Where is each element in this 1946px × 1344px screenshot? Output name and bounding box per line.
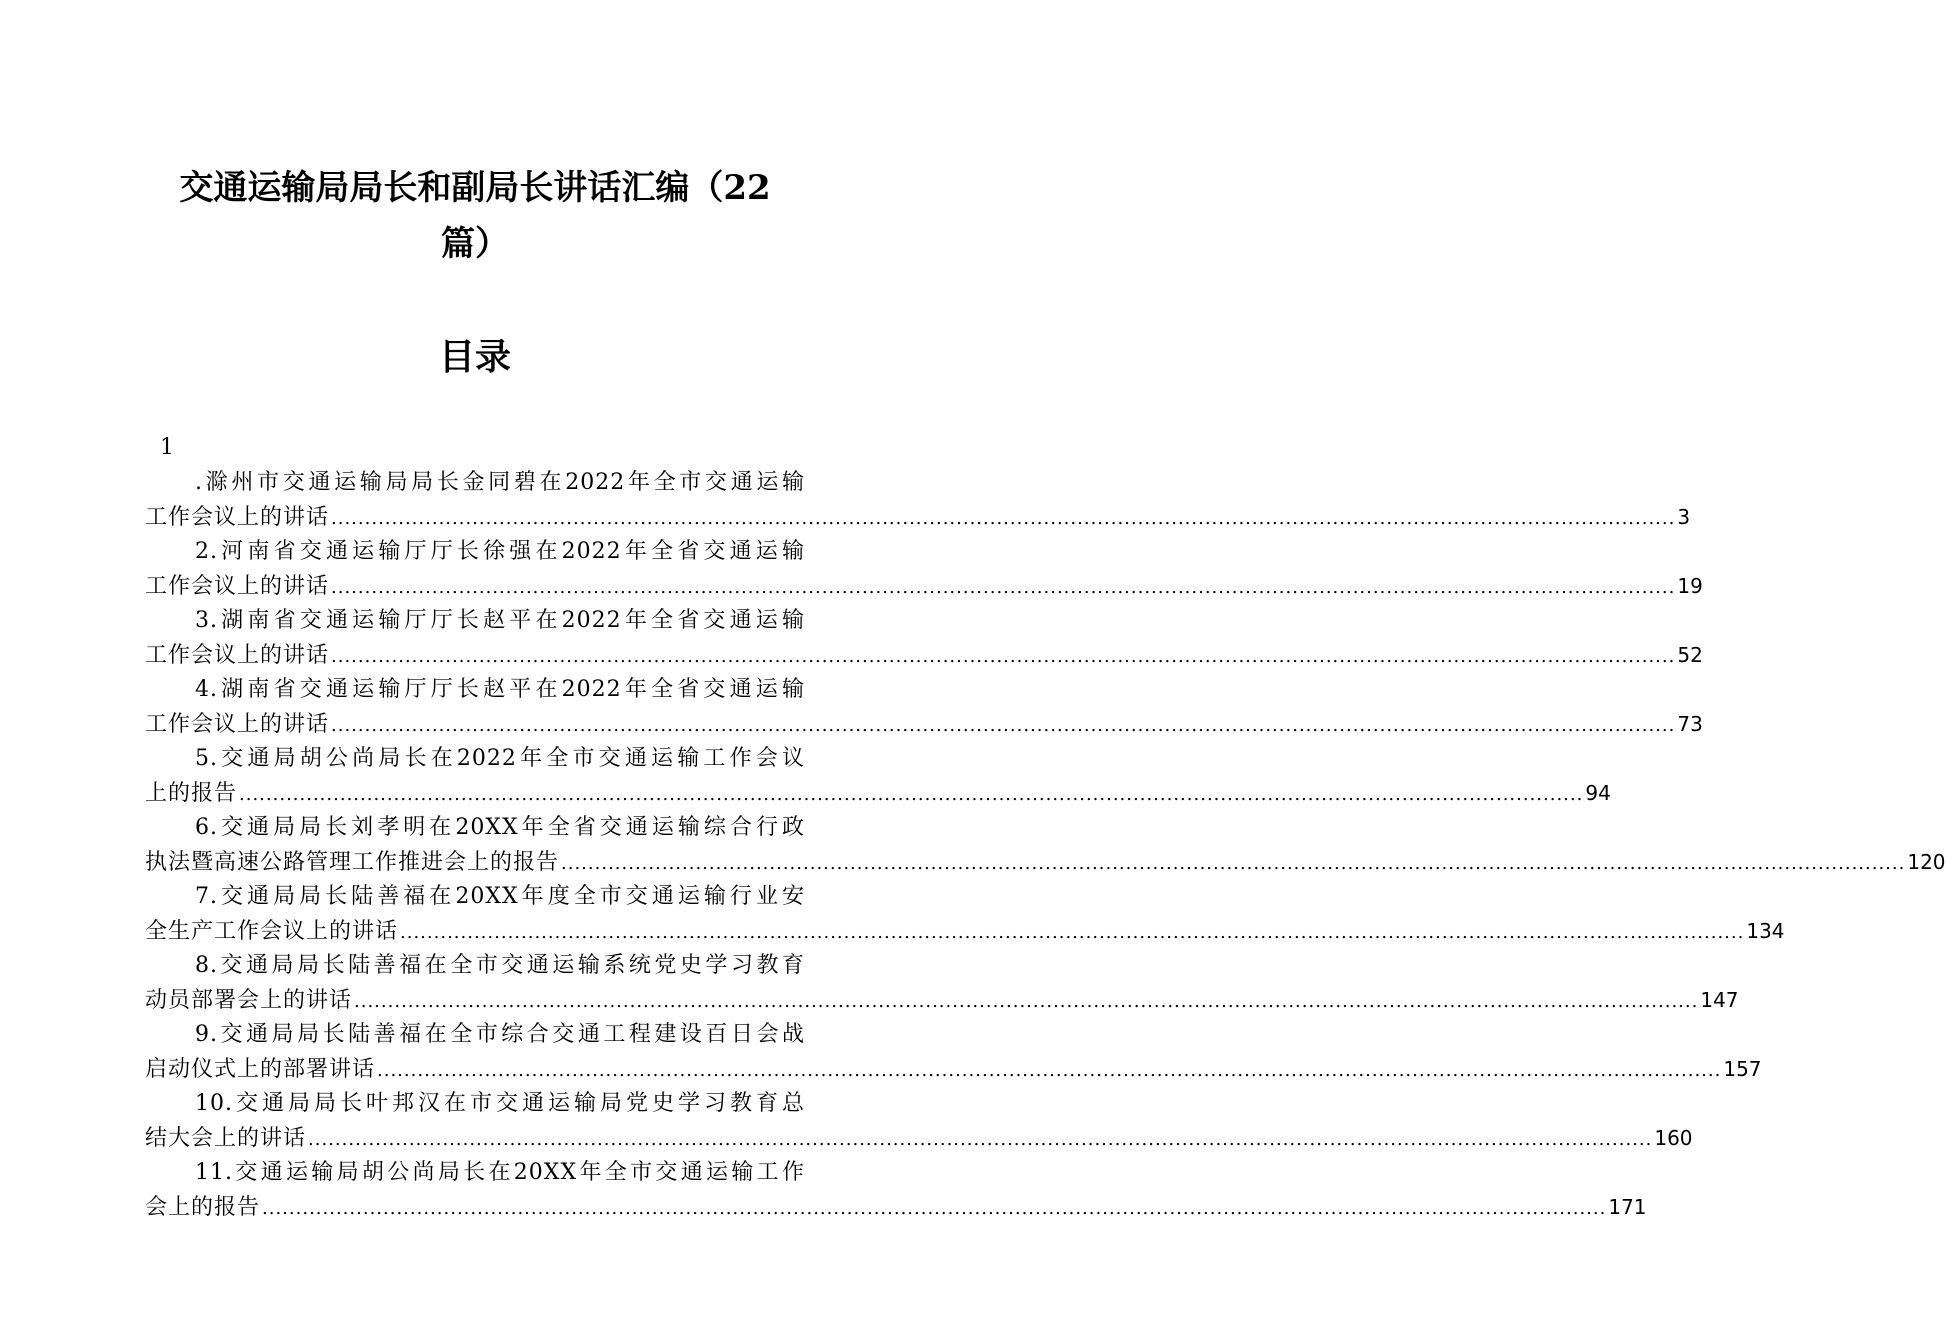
toc-entry[interactable] [145,673,1703,742]
toc-entry-title-continuation: 全生产工作会议上的讲话 [145,919,399,944]
toc-entry-title-line-1: 2.河南省交通运输厅厅长徐强在2022年全省交通运输 [195,539,805,564]
document-title [145,160,805,272]
toc-page-number: 19 [1677,574,1703,598]
toc-page-number: 73 [1677,712,1703,736]
toc-entry-title-line-2 [145,1052,1762,1087]
toc-entry[interactable] [145,1018,1762,1087]
toc-page-number: 120 [1907,850,1946,874]
toc-dot-leader: ........................................................................................................................................................................................................ [561,853,1906,874]
toc-entry-title-continuation: 结大会上的讲话 [145,1126,307,1151]
toc-page-number: 3 [1677,505,1691,529]
document-title-line-2: 篇） [441,224,509,264]
stray-number: 1 [160,435,174,460]
toc-page-number: 160 [1654,1126,1693,1150]
toc-entry-title-line-2 [145,776,1611,811]
toc-dot-leader: ........................................................................................................................................................................................................ [400,922,1745,943]
toc-page-number: 147 [1700,988,1739,1012]
toc-dot-leader: ........................................................................................................................................................................................................ [354,991,1699,1012]
toc-entry-title-line-2 [145,914,1785,949]
toc-entry-title-line-2 [145,707,1703,742]
toc-entry-title-continuation: 工作会议上的讲话 [145,643,330,668]
toc-entry[interactable] [145,535,1703,604]
toc-dot-leader: ........................................................................................................................................................................................................ [331,646,1676,667]
toc-entry-title-line-1: 8.交通局局长陆善福在全市交通运输系统党史学习教育 [195,953,805,978]
toc-entry[interactable] [145,1156,1647,1225]
toc-entry-title-line-1: 7.交通局局长陆善福在20XX年度全市交通运输行业安 [195,884,805,909]
toc-entry-title-continuation: 工作会议上的讲话 [145,574,330,599]
toc-dot-leader: ........................................................................................................................................................................................................ [308,1129,1653,1150]
toc-entry-title-line-1: 3.湖南省交通运输厅厅长赵平在2022年全省交通运输 [195,608,805,633]
toc-page-number: 94 [1585,781,1611,805]
toc-entry[interactable] [145,949,1739,1018]
toc-dot-leader: ........................................................................................................................................................................................................ [262,1198,1607,1219]
toc-page-number: 171 [1608,1195,1647,1219]
toc-dot-leader: ........................................................................................................................................................................................................ [331,508,1676,529]
toc-entry-title-line-2 [145,983,1739,1018]
toc-entry-title-line-1: 4.湖南省交通运输厅厅长赵平在2022年全省交通运输 [195,677,805,702]
toc-entry-title-continuation: 工作会议上的讲话 [145,712,330,737]
toc-entry[interactable] [145,1087,1693,1156]
toc-entry[interactable] [145,880,1785,949]
table-of-contents [145,466,1946,1225]
toc-page-number: 157 [1723,1057,1762,1081]
toc-entry-title-line-1: 9.交通局局长陆善福在全市综合交通工程建设百日会战 [195,1022,805,1047]
toc-dot-leader: ........................................................................................................................................................................................................ [331,715,1676,736]
toc-page-number: 52 [1677,643,1703,667]
toc-entry[interactable] [145,604,1703,673]
toc-dot-leader: ........................................................................................................................................................................................................ [331,577,1676,598]
toc-entry-title-line-2 [145,1121,1693,1156]
toc-dot-leader: ........................................................................................................................................................................................................ [377,1060,1722,1081]
toc-heading: 目录 [438,336,511,378]
toc-entry[interactable] [145,742,1611,811]
toc-entry-title-line-2 [145,638,1703,673]
toc-entry-title-line-1: 11.交通运输局胡公尚局长在20XX年全市交通运输工作 [195,1160,805,1185]
document-title-line-1: 交通运输局局长和副局长讲话汇编（22 [179,168,771,208]
toc-entry-title-line-1: 6.交通局局长刘孝明在20XX年全省交通运输综合行政 [195,815,805,840]
toc-dot-leader: ........................................................................................................................................................................................................ [239,784,1584,805]
toc-entry-title-continuation: 启动仪式上的部署讲话 [145,1057,376,1082]
toc-entry[interactable] [145,466,1691,535]
toc-entry[interactable] [145,811,1946,880]
toc-entry-title-continuation: 动员部署会上的讲话 [145,988,353,1013]
toc-entry-title-continuation: 执法暨高速公路管理工作推进会上的报告 [145,850,560,875]
toc-entry-title-continuation: 会上的报告 [145,1195,261,1220]
toc-entry-title-continuation: 工作会议上的讲话 [145,505,330,530]
toc-page-number: 134 [1746,919,1785,943]
toc-entry-title-line-1: 10.交通局局长叶邦汉在市交通运输局党史学习教育总 [195,1091,805,1116]
toc-entry-title-line-2 [145,500,1691,535]
toc-entry-title-line-2 [145,569,1703,604]
toc-entry-title-continuation: 上的报告 [145,781,238,806]
toc-entry-title-line-1: .滁州市交通运输局局长金同碧在2022年全市交通运输 [195,470,805,495]
toc-entry-title-line-1: 5.交通局胡公尚局长在2022年全市交通运输工作会议 [195,746,805,771]
toc-entry-title-line-2 [145,845,1946,880]
toc-entry-title-line-2 [145,1190,1647,1225]
